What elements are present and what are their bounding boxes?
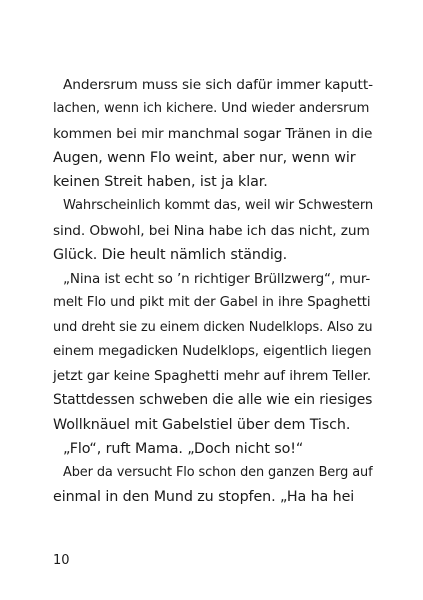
text-line: Augen, wenn Flo weint, aber nur, wenn wir [53,149,356,166]
page-number: 10 [53,553,70,568]
text-line: „Flo“, ruft Mama. „Doch nicht so!“ [63,440,304,457]
body-text [53,73,373,510]
text-line: melt Flo und pikt mit der Gabel in ihre Spaghetti [53,295,371,311]
text-line: Andersrum muss sie sich dafür immer kaputt- [63,77,373,93]
text-line: und dreht sie zu einem dicken Nudelklops. Also zu [53,319,373,335]
text-line: Wahrscheinlich kommt das, weil wir Schwestern [63,198,374,214]
text-line: Wollknäuel mit Gabelstiel über dem Tisch. [53,416,351,433]
text-line: „Nina ist echt so ’n richtiger Brüllzwerg“, mur- [63,271,371,287]
text-line: einmal in den Mund zu stopfen. „Ha ha hei [53,489,355,506]
text-line: lachen, wenn ich kichere. Und wieder andersrum [53,101,370,117]
text-line: einem megadicken Nudelklops, eigentlich liegen [53,343,372,359]
text-line: sind. Obwohl, bei Nina habe ich das nicht, zum [53,222,370,239]
text-line: jetzt gar keine Spaghetti mehr auf ihrem Teller. [53,368,372,384]
text-line: keinen Streit haben, ist ja klar. [53,174,268,190]
text-line: kommen bei mir manchmal sogar Tränen in die [53,125,373,142]
text-line: Glück. Die heult nämlich ständig. [53,246,288,263]
text-line: Aber da versucht Flo schon den ganzen Berg auf [63,465,373,480]
text-line: Stattdessen schweben die alle wie ein riesiges [53,392,373,409]
